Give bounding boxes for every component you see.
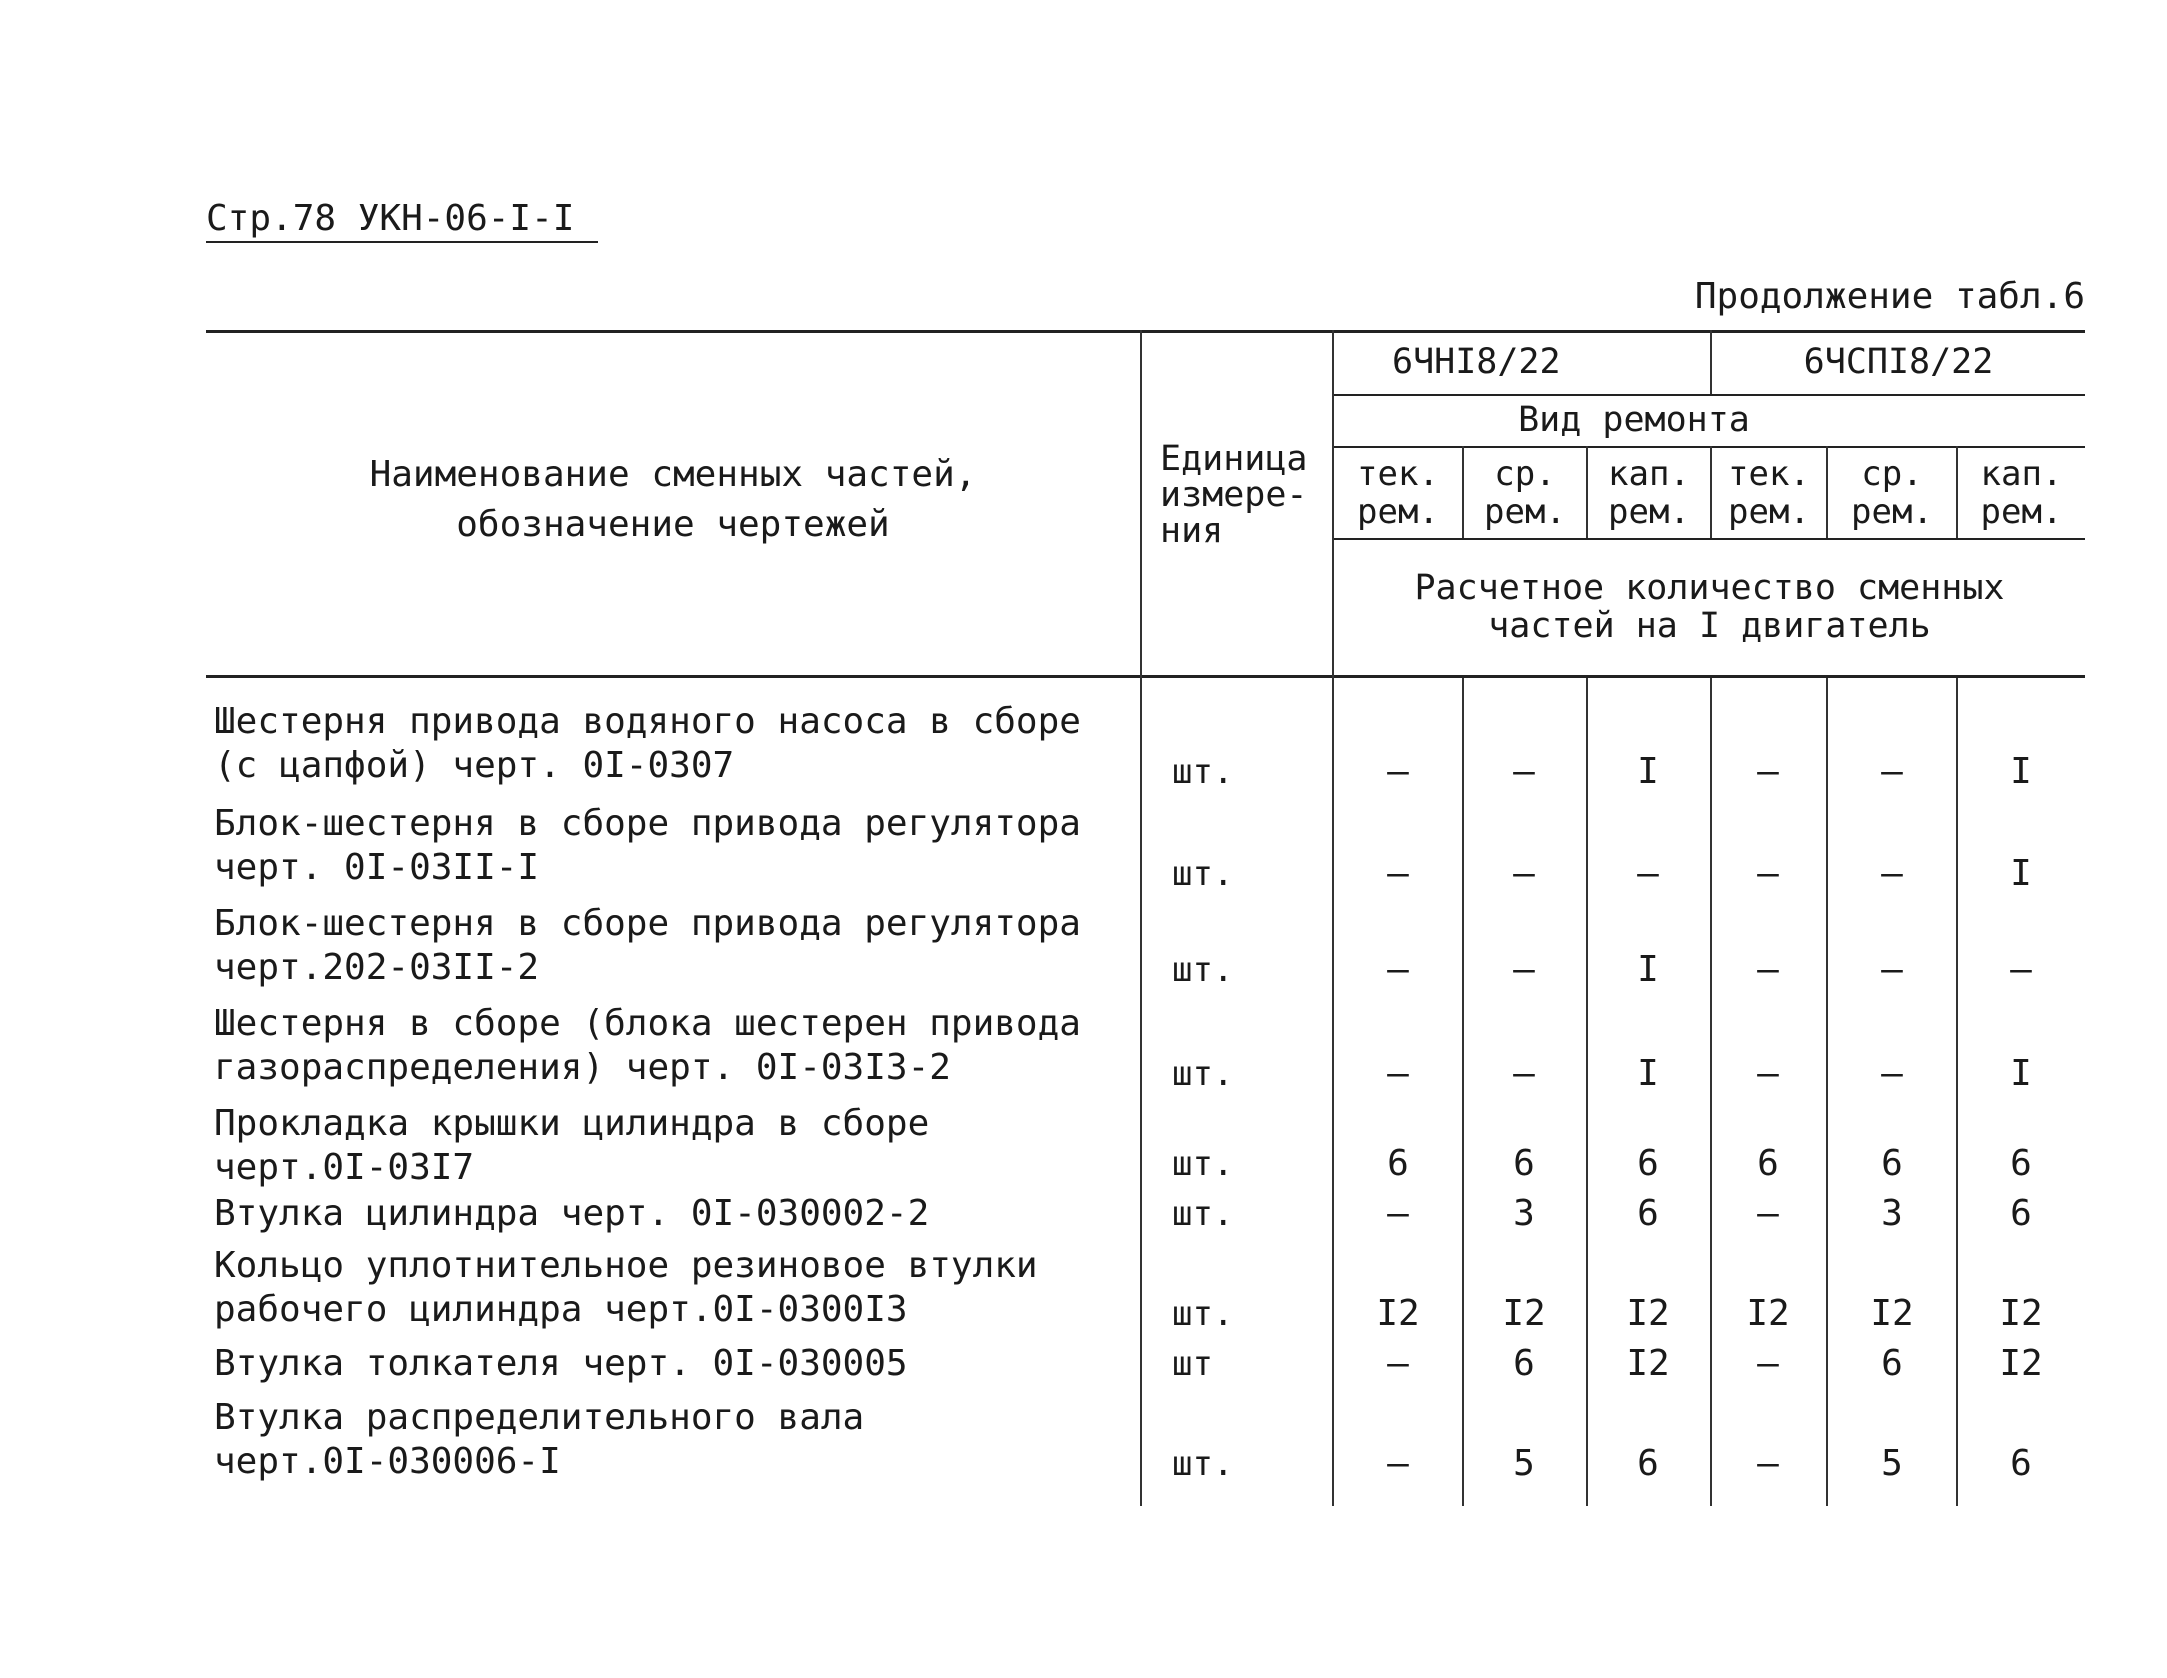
quantity-cell: – bbox=[1387, 853, 1409, 894]
part-name: Втулка толкателя черт. 0I-030005 bbox=[214, 1343, 908, 1384]
table-caption: Продолжение табл.6 bbox=[1694, 276, 2085, 317]
quantity-cell: – bbox=[1757, 1443, 1779, 1484]
quantity-cell: I bbox=[1637, 1053, 1659, 1094]
unit-column-header: Единица измере- ния bbox=[1160, 439, 1308, 551]
quantity-cell: – bbox=[1387, 1343, 1409, 1384]
quantity-cell: I2 bbox=[1999, 1343, 2043, 1384]
repair-type-sr-2: ср. рем. bbox=[1851, 454, 1933, 532]
part-name: Прокладка крышки цилиндра в сборе черт.0I-03I7 bbox=[214, 1103, 930, 1188]
quantity-cell: – bbox=[1881, 1053, 1903, 1094]
quantity-cell: – bbox=[1513, 751, 1535, 792]
quantity-cell: 6 bbox=[2010, 1443, 2032, 1484]
repair-subtype-rule bbox=[1332, 538, 2085, 540]
engine-header-2: 6ЧСПI8/22 bbox=[1803, 342, 1994, 382]
part-unit: шт. bbox=[1172, 752, 1234, 792]
quantity-header: Расчетное количество сменных частей на I двигатель bbox=[1414, 568, 2005, 646]
part-name: Шестерня в сборе (блока шестерен привода газораспределения) черт. 0I-03I3-2 bbox=[214, 1003, 1081, 1088]
quantity-cell: – bbox=[1637, 853, 1659, 894]
quantity-cell: I2 bbox=[1626, 1343, 1670, 1384]
quantity-cell: 6 bbox=[1881, 1343, 1903, 1384]
quantity-cell: 6 bbox=[1387, 1143, 1409, 1184]
engine-header-1: 6ЧНI8/22 bbox=[1392, 342, 1561, 382]
quantity-cell: I2 bbox=[1376, 1293, 1420, 1334]
quantity-cell: – bbox=[1387, 1193, 1409, 1234]
quantity-cell: 6 bbox=[1637, 1443, 1659, 1484]
name-column-header: Наименование сменных частей, обозначение чертежей bbox=[369, 454, 977, 545]
repair-type-kap-2: кап. рем. bbox=[1980, 454, 2063, 532]
part-name: Втулка распределительного вала черт.0I-030006-I bbox=[214, 1397, 865, 1482]
quantity-cell: I2 bbox=[1870, 1293, 1914, 1334]
repair-type-sr-1: ср. рем. bbox=[1484, 454, 1566, 532]
quantity-cell: I2 bbox=[1746, 1293, 1790, 1334]
quantity-cell: 6 bbox=[1637, 1193, 1659, 1234]
quantity-cell: 6 bbox=[1513, 1343, 1535, 1384]
part-unit: шт. bbox=[1172, 1144, 1234, 1184]
quantity-cell: – bbox=[1757, 1343, 1779, 1384]
parts-table bbox=[206, 330, 2085, 1506]
quantity-cell: – bbox=[1881, 949, 1903, 990]
part-name: Блок-шестерня в сборе привода регулятора черт. 0I-03II-I bbox=[214, 803, 1081, 888]
page-reference: Стр.78 УКН-06-I-I bbox=[206, 198, 598, 243]
quantity-cell: 3 bbox=[1513, 1193, 1535, 1234]
repair-type-tek-1: тек. рем. bbox=[1357, 454, 1439, 532]
quantity-cell: 6 bbox=[2010, 1143, 2032, 1184]
quantity-cell: – bbox=[1387, 1443, 1409, 1484]
repair-type-kap-1: кап. рем. bbox=[1608, 454, 1690, 532]
part-unit: шт. bbox=[1172, 1054, 1234, 1094]
quantity-cell: 6 bbox=[1513, 1143, 1535, 1184]
quantity-cell: – bbox=[2010, 949, 2032, 990]
quantity-cell: – bbox=[1757, 1193, 1779, 1234]
quantity-cell: I2 bbox=[1999, 1293, 2043, 1334]
repair-type-tek-2: тек. рем. bbox=[1728, 454, 1810, 532]
quantity-cell: I bbox=[2010, 853, 2032, 894]
quantity-cell: I2 bbox=[1626, 1293, 1670, 1334]
quantity-cell: – bbox=[1387, 949, 1409, 990]
quantity-cell: 5 bbox=[1513, 1443, 1535, 1484]
part-name: Кольцо уплотнительное резиновое втулки рабочего цилиндра черт.0I-0300I3 bbox=[214, 1245, 1038, 1330]
quantity-cell: I bbox=[2010, 1053, 2032, 1094]
quantity-cell: – bbox=[1757, 751, 1779, 792]
quantity-cell: – bbox=[1757, 1053, 1779, 1094]
part-unit: шт. bbox=[1172, 950, 1234, 990]
quantity-cell: – bbox=[1881, 751, 1903, 792]
part-name: Шестерня привода водяного насоса в сборе (с цапфой) черт. 0I-0307 bbox=[214, 701, 1081, 786]
quantity-cell: I2 bbox=[1502, 1293, 1546, 1334]
quantity-cell: 5 bbox=[1881, 1443, 1903, 1484]
quantity-cell: – bbox=[1513, 853, 1535, 894]
quantity-cell: – bbox=[1881, 853, 1903, 894]
body-divider-5 bbox=[1956, 678, 1958, 1506]
repair-type-header: Вид ремонта bbox=[1518, 400, 1750, 440]
part-unit: шт. bbox=[1172, 1444, 1234, 1484]
quantity-cell: I bbox=[2010, 751, 2032, 792]
quantity-cell: 3 bbox=[1881, 1193, 1903, 1234]
quantity-cell: I bbox=[1637, 949, 1659, 990]
quantity-cell: 6 bbox=[1757, 1143, 1779, 1184]
part-unit: шт bbox=[1172, 1344, 1213, 1384]
part-unit: шт. bbox=[1172, 1294, 1234, 1334]
quantity-cell: – bbox=[1757, 949, 1779, 990]
quantity-cell: – bbox=[1513, 949, 1535, 990]
quantity-cell: 6 bbox=[1637, 1143, 1659, 1184]
quantity-cell: – bbox=[1387, 751, 1409, 792]
part-name: Втулка цилиндра черт. 0I-030002-2 bbox=[214, 1193, 930, 1234]
quantity-cell: 6 bbox=[1881, 1143, 1903, 1184]
header-bottom-rule bbox=[206, 675, 2085, 678]
quantity-cell: – bbox=[1757, 853, 1779, 894]
unit-column-divider bbox=[1140, 330, 1142, 1506]
quantity-cell: I bbox=[1637, 751, 1659, 792]
part-unit: шт. bbox=[1172, 1194, 1234, 1234]
part-unit: шт. bbox=[1172, 854, 1234, 894]
part-name: Блок-шестерня в сборе привода регулятора черт.202-03II-2 bbox=[214, 903, 1081, 988]
quantity-cell: 6 bbox=[2010, 1193, 2032, 1234]
quantity-cell: – bbox=[1513, 1053, 1535, 1094]
quantity-cell: – bbox=[1387, 1053, 1409, 1094]
